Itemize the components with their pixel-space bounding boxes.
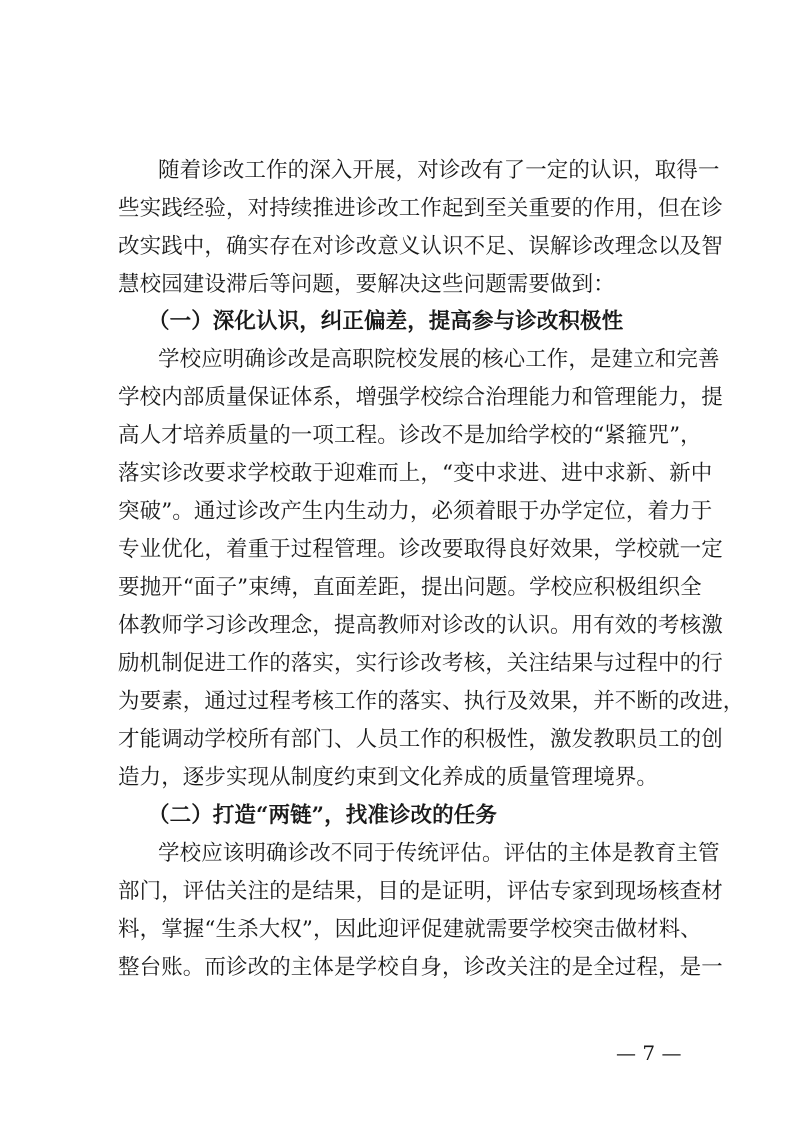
paragraph-line: 落实诊改要求学校敢于迎难而上，“变中求进、进中求新、新中	[118, 461, 713, 486]
paragraph-line: 要抛开“面子”束缚，直面差距，提出问题。学校应积极组织全	[118, 575, 702, 600]
section-heading: （二）打造“两链”，找准诊改的任务	[148, 803, 497, 828]
paragraph-line: 才能调动学校所有部门、人员工作的积极性，激发教职员工的创	[118, 727, 723, 752]
paragraph-line: 慧校园建设滞后等问题，要解决这些问题需要做到：	[118, 272, 615, 297]
paragraph-line: 造力，逐步实现从制度约束到文化养成的质量管理境界。	[118, 765, 659, 790]
paragraph-line: 为要素，通过过程考核工作的落实、执行及效果，并不断的改进，	[118, 689, 745, 714]
paragraph-line: 些实践经验，对持续推进诊改工作起到至关重要的作用，但在诊	[118, 196, 723, 221]
paragraph-line: 励机制促进工作的落实，实行诊改考核，关注结果与过程中的行	[118, 651, 723, 676]
page-number: — 7 —	[616, 1041, 682, 1065]
paragraph-line: 突破”。通过诊改产生内生动力，必须着眼于办学定位，着力于	[118, 499, 713, 524]
paragraph-line: 体教师学习诊改理念，提高教师对诊改的认识。用有效的考核激	[118, 613, 723, 638]
paragraph-line: 随着诊改工作的深入开展，对诊改有了一定的认识，取得一	[158, 158, 720, 183]
paragraph-line: 学校内部质量保证体系，增强学校综合治理能力和管理能力，提	[118, 385, 723, 410]
paragraph-line: 学校应该明确诊改不同于传统评估。评估的主体是教育主管	[158, 841, 720, 866]
paragraph-line: 专业优化，着重于过程管理。诊改要取得良好效果，学校就一定	[118, 537, 723, 562]
section-heading: （一）深化认识，纠正偏差，提高参与诊改积极性	[148, 309, 624, 334]
paragraph-line: 料，掌握“生杀大权”，因此迎评促建就需要学校突击做材料、	[118, 917, 702, 942]
paragraph-line: 部门，评估关注的是结果，目的是证明，评估专家到现场核查材	[118, 879, 723, 904]
paragraph-line: 改实践中，确实存在对诊改意义认识不足、误解诊改理念以及智	[118, 234, 723, 259]
paragraph-line: 学校应明确诊改是高职院校发展的核心工作，是建立和完善	[158, 347, 720, 372]
paragraph-line: 整台账。而诊改的主体是学校自身，诊改关注的是全过程，是一	[118, 955, 723, 980]
paragraph-line: 高人才培养质量的一项工程。诊改不是加给学校的“紧箍咒”，	[118, 423, 702, 448]
